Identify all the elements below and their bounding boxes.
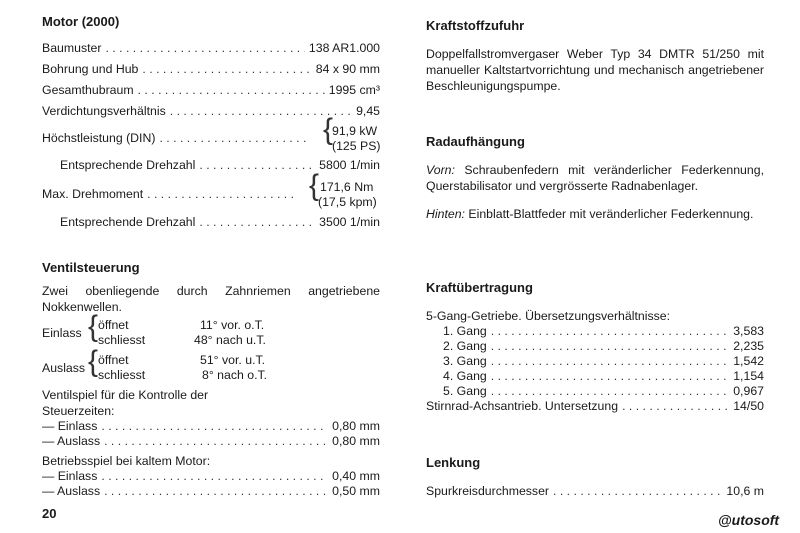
power-ps: (125 PS) <box>332 139 381 153</box>
gear-row-4 <box>443 369 764 384</box>
einlass-oeffnet-label: öffnet <box>98 318 129 332</box>
stirnrad-row <box>426 399 764 414</box>
spec-value: 14/50 <box>733 399 764 413</box>
ventil-description: Zwei obenliegende durch Zahnriemen angetriebene Nokkenwellen. <box>42 284 380 314</box>
einlass-schliesst-label: schliesst <box>98 333 146 347</box>
brace-icon: { <box>88 310 99 343</box>
auslass-schliesst-value: 8° nach o.T. <box>202 368 268 382</box>
ventilspiel-row-auslass <box>42 434 380 449</box>
gear-value: 1,542 <box>733 354 764 368</box>
auslass-label: Auslass <box>42 361 86 375</box>
spec-label: Höchstleistung (DIN) <box>42 131 156 145</box>
spec-value: 1995 cm³ <box>328 83 380 97</box>
spec-row-drehmoment <box>42 187 298 202</box>
spec-value: 0,40 mm <box>332 469 380 483</box>
einlass-schliesst-value: 48° nach u.T. <box>194 333 266 347</box>
gear-value: 1,154 <box>733 369 764 383</box>
spec-label: — Einlass <box>42 469 98 483</box>
spec-label: — Einlass <box>42 419 98 433</box>
gear-value: 2,235 <box>733 339 764 353</box>
hinten-label: Hinten: <box>426 207 465 221</box>
power-kw: 91,9 kW <box>332 124 378 138</box>
spec-value: 9,45 <box>356 104 380 118</box>
spec-label: Spurkreisdurchmesser <box>426 484 550 498</box>
spec-label: Entsprechende Drehzahl <box>60 158 196 172</box>
gear-value: 3,583 <box>733 324 764 338</box>
spec-label: — Auslass <box>42 484 101 498</box>
spec-value: 0,80 mm <box>332 419 380 433</box>
lenkung-title: Lenkung <box>426 455 481 470</box>
spec-value: 0,50 mm <box>332 484 380 498</box>
torque-nm: 171,6 Nm <box>320 180 374 194</box>
spec-value: 3500 1/min <box>319 215 380 229</box>
einlass-label: Einlass <box>42 326 82 340</box>
gear-row-1 <box>443 324 764 339</box>
ventilspiel-row-einlass <box>42 419 380 434</box>
spec-value: 0,80 mm <box>332 434 380 448</box>
gear-label: 1. Gang <box>443 324 487 338</box>
spec-label: — Auslass <box>42 434 101 448</box>
auslass-oeffnet-value: 51° vor. u.T. <box>200 353 266 367</box>
radaufhaengung-title: Radaufhängung <box>426 134 525 149</box>
spec-value: 138 AR1.000 <box>308 41 380 55</box>
spec-row-hubraum <box>42 83 380 98</box>
rad-hinten <box>426 206 764 222</box>
betriebsspiel-row-auslass <box>42 484 380 499</box>
spec-row-baumuster <box>42 41 380 56</box>
gear-row-3 <box>443 354 764 369</box>
motor-title: Motor (2000) <box>42 14 120 29</box>
spec-label: Verdichtungsverhältnis <box>42 104 166 118</box>
spec-row-leistung <box>42 131 312 146</box>
spec-row-bohrung <box>42 62 380 77</box>
spec-value: 5800 1/min <box>319 158 380 172</box>
spec-value: 10,6 m <box>726 484 764 498</box>
getriebe-intro: 5-Gang-Getriebe. Übersetzungsverhältnisse: <box>426 309 671 323</box>
ventil-title: Ventilsteuerung <box>42 260 140 275</box>
gear-label: 3. Gang <box>443 354 487 368</box>
auslass-oeffnet-label: öffnet <box>98 353 129 367</box>
gear-value: 0,967 <box>733 384 764 398</box>
brace-icon: { <box>88 345 99 378</box>
spec-row-drehzahl-2 <box>60 215 380 230</box>
vorn-text: Schraubenfedern mit veränderlicher Federkennung, Querstabilisator und vergrösserte Radnabenlager. <box>426 163 764 193</box>
spurkreis-row <box>426 484 764 499</box>
spec-label: Entsprechende Drehzahl <box>60 215 196 229</box>
brace-icon: { <box>323 113 334 146</box>
spec-label: Baumuster <box>42 41 102 55</box>
betriebsspiel-title: Betriebsspiel bei kaltem Motor: <box>42 454 211 468</box>
spec-value: 84 x 90 mm <box>315 62 380 76</box>
gear-label: 2. Gang <box>443 339 487 353</box>
brace-icon: { <box>309 169 320 202</box>
auslass-schliesst-label: schliesst <box>98 368 146 382</box>
torque-kpm: (17,5 kpm) <box>318 195 377 209</box>
gear-row-2 <box>443 339 764 354</box>
hinten-text: Einblatt-Blattfeder mit veränderlicher Federkennung. <box>468 207 754 221</box>
gear-row-5 <box>443 384 764 399</box>
kraftuebertragung-title: Kraftübertragung <box>426 280 533 295</box>
rad-vorn <box>426 162 764 194</box>
spec-label: Gesamthubraum <box>42 83 134 97</box>
vorn-label: Vorn: <box>426 163 455 177</box>
page-number: 20 <box>42 506 57 521</box>
betriebsspiel-row-einlass <box>42 469 380 484</box>
spec-label: Max. Drehmoment <box>42 187 144 201</box>
kraftstoff-text: Doppelfallstromvergaser Weber Typ 34 DMTR 51/250 mit manueller Kaltstartvorrichtung und mechanisch angetriebener Beschleunigungspumpe. <box>426 47 764 93</box>
gear-label: 4. Gang <box>443 369 487 383</box>
autosoft-logo: @utosoft <box>718 512 780 528</box>
einlass-oeffnet-value: 11° vor. o.T. <box>200 318 265 332</box>
spec-label: Bohrung und Hub <box>42 62 139 76</box>
spec-label: Stirnrad-Achsantrieb. Untersetzung <box>426 399 619 413</box>
ventilspiel-title: Ventilspiel für die Kontrolle der Steuerzeiten: <box>42 388 209 418</box>
kraftstoff-title: Kraftstoffzufuhr <box>426 18 525 33</box>
spec-row-drehzahl-1 <box>60 158 380 173</box>
gear-label: 5. Gang <box>443 384 487 398</box>
